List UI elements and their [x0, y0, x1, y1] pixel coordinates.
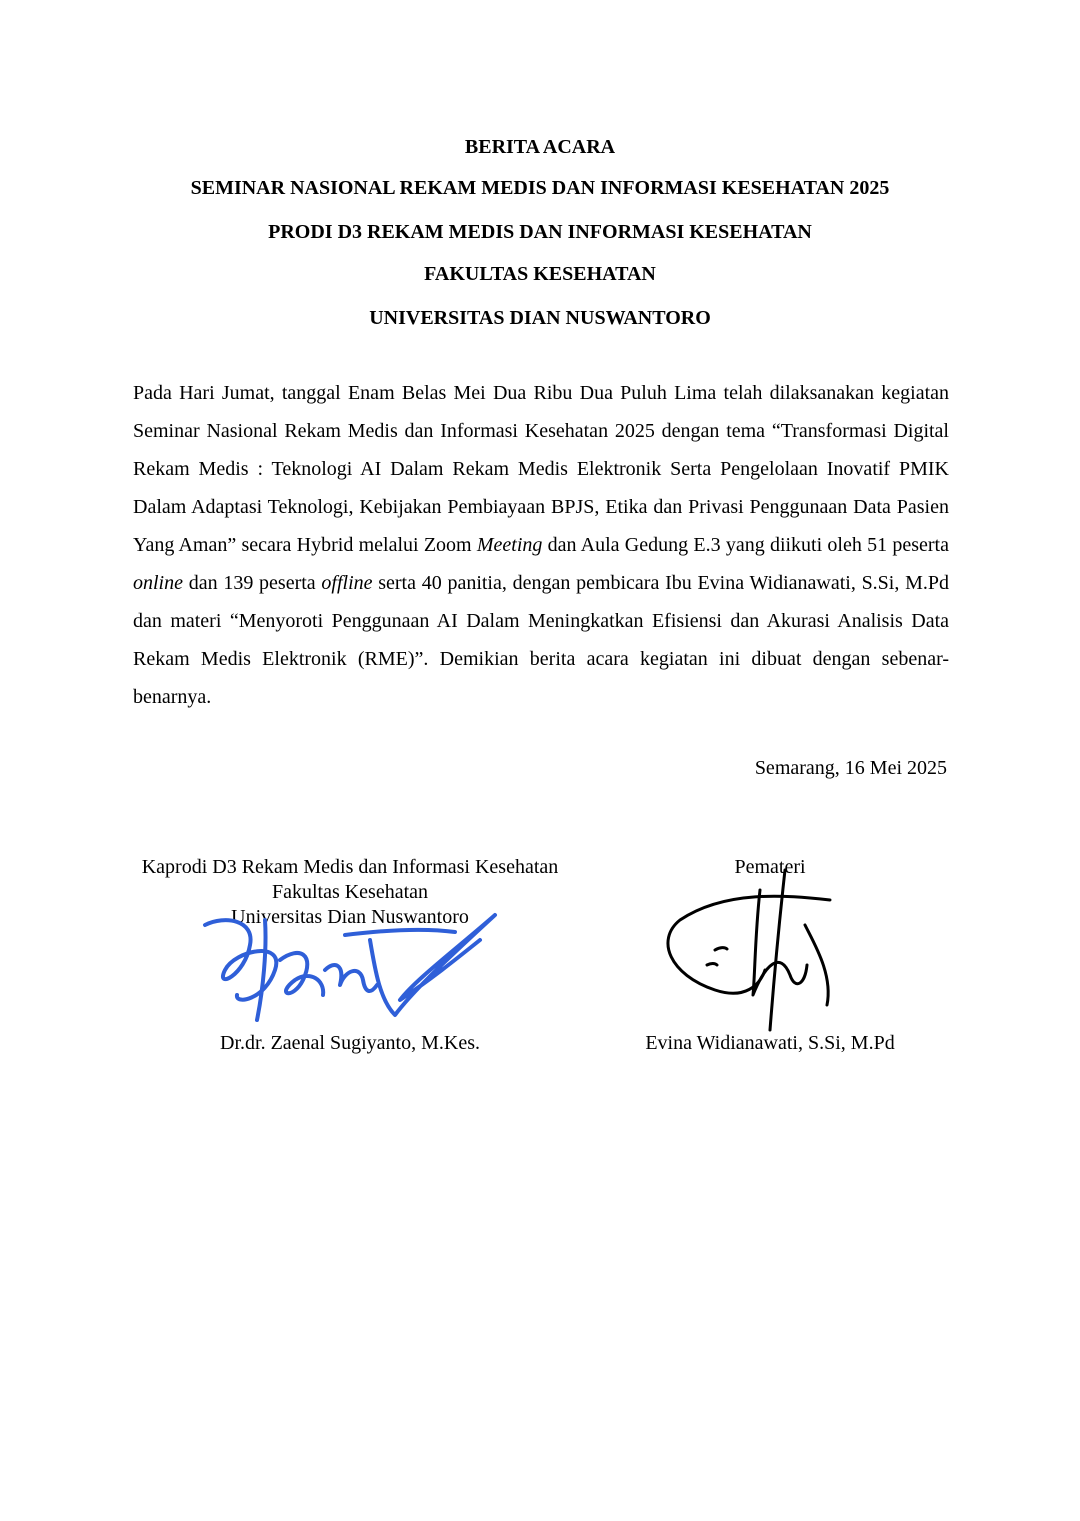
body-text-1: Pada Hari Jumat, tanggal Enam Belas Mei Dua Ribu Dua Puluh Lima telah dilaksanakan kegiatan Seminar Nasional Rekam Medis dan Informasi Kesehatan 2025 dengan tema “Transformasi Digital Rekam Medis : Teknologi AI Dalam Rekam Medis Elektronik Serta Pengelolaan Inovatif PMIK Dalam Adaptasi Teknologi, Kebijakan Pembiayaan BPJS, Etika dan Privasi Penggunaan Data Pasien Yang Aman” secara Hybrid melalui Zoom — [133, 382, 949, 556]
faculty-title: FAKULTAS KESEHATAN — [424, 263, 656, 285]
left-title-line-2: Fakultas Kesehatan — [271, 881, 429, 903]
left-title-line-3: Universitas Dian Nuswantoro — [231, 906, 469, 928]
place-date: Semarang, 16 Mei 2025 — [754, 757, 947, 779]
body-italic-meeting: Meeting — [476, 534, 543, 556]
right-signature-ink — [668, 870, 830, 1030]
university-title: UNIVERSITAS DIAN NUSWANTORO — [369, 307, 711, 329]
left-signatory-name: Dr.dr. Zaenal Sugiyanto, M.Kes. — [220, 1032, 480, 1054]
right-signature — [655, 865, 845, 1045]
left-signature — [195, 900, 515, 1040]
body-paragraph — [133, 374, 949, 716]
left-title-line-1: Kaprodi D3 Rekam Medis dan Informasi Kesehatan — [141, 856, 559, 878]
left-signature-ink — [205, 915, 495, 1020]
right-title-line-1: Pemateri — [734, 856, 806, 878]
body-text-3: dan 139 peserta — [183, 572, 322, 594]
event-title: SEMINAR NASIONAL REKAM MEDIS DAN INFORMASI KESEHATAN 2025 — [190, 177, 890, 199]
body-text-2: dan Aula Gedung E.3 yang diikuti oleh 51 peserta — [542, 534, 949, 556]
document-title: BERITA ACARA — [464, 136, 616, 158]
right-signatory-name: Evina Widianawati, S.Si, M.Pd — [645, 1032, 895, 1054]
body-text-4: serta 40 panitia, dengan pembicara Ibu Evina Widianawati, S.Si, M.Pd dan materi “Menyoroti Penggunaan AI Dalam Meningkatkan Efisiensi dan Akurasi Analisis Data Rekam Medis Elektronik (RME)”. Demikian berita acara kegiatan ini dibuat dengan sebenar- benarnya. — [133, 572, 949, 708]
body-italic-online: online — [133, 572, 183, 594]
body-italic-offline: offline — [321, 572, 373, 594]
study-program-title: PRODI D3 REKAM MEDIS DAN INFORMASI KESEHATAN — [268, 221, 812, 243]
